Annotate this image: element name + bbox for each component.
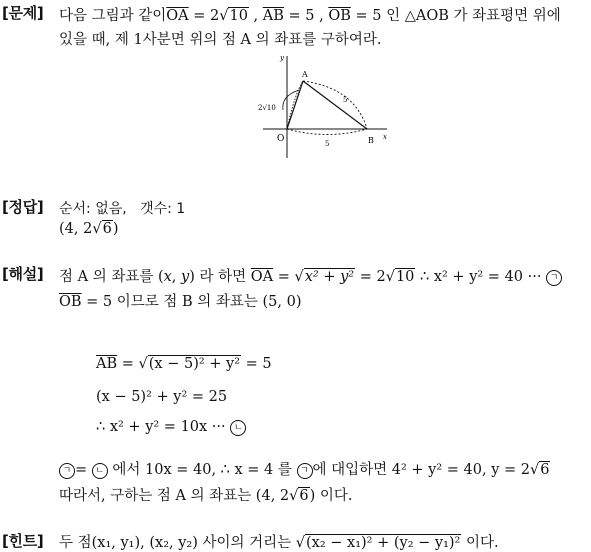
- var-y: y: [181, 269, 190, 285]
- radicand: 6: [102, 221, 112, 237]
- segment-oa: $\overline{OA}$: [166, 8, 189, 24]
- problem-text: ,: [248, 8, 263, 24]
- answer-value-text: ): [112, 221, 119, 237]
- conclusion-line-1: ㄱ = ㄴ 에서 10x = 40, ∴ x = 4 를 ㄱ 에 대입하면 4² + y² = 40, y = 2√6: [59, 458, 550, 479]
- solution-text: = 5 이므로 점 B 의 좌표는 (5, 0): [81, 294, 302, 310]
- answer-value: (4, 2√6): [59, 221, 119, 237]
- hint-tag: [힌트]: [2, 532, 44, 550]
- solution-text: ) 이다.: [309, 488, 353, 504]
- segment-ob: $\overline{OB}$: [59, 294, 82, 310]
- equation-1: $\overline{AB} = √(x - 5)^2 + y^2 = 5$: [96, 356, 272, 372]
- answer-count: 갯수: 1: [140, 201, 186, 217]
- equation-text: ∴ x² + y² = 10x ···: [96, 419, 231, 435]
- radicand: x² + y²: [304, 269, 355, 285]
- problem-line-1: 다음 그림과 같이$\overline{OA} = 2√10$ , $\overline{AB} = 5$ , $\overline{OB} = 5$ 인 △AOB 가 좌표평면 위에: [59, 8, 561, 24]
- y-axis-label: y: [280, 54, 284, 62]
- solution-text: = 2: [355, 269, 386, 285]
- segment-ab: $\overline{AB}$: [262, 8, 284, 24]
- circled-label-1: ㄱ: [297, 463, 313, 479]
- solution-text: ∴ x² + y² = 40 ···: [415, 269, 547, 285]
- equation-text: =: [117, 356, 139, 372]
- solution-text: 따라서, 구하는 점 A 의 좌표는 (4, 2: [59, 488, 290, 504]
- solution-text: =: [273, 269, 295, 285]
- solution-text: 에서 10x = 40, ∴ x = 4 를: [107, 462, 297, 478]
- circled-label-2: ㄴ: [230, 420, 246, 436]
- radicand: (x − 5)² + y²: [148, 356, 241, 372]
- side-oa: [287, 81, 303, 129]
- solution-line-1: 점 A 의 좌표를 (x, y) 라 하면 $\overline{OA} = √x^2 + y^2 = 2√10$ ∴ x² + y² = 40 ··· ㄱ: [59, 265, 562, 286]
- solution-text: 에 대입하면 4² + y² = 40, y = 2: [312, 462, 530, 478]
- segment-ab: $\overline{AB}$: [96, 356, 118, 372]
- equation-3: [96, 419, 246, 436]
- point-b-label: B: [368, 136, 374, 145]
- x-axis-label: x: [383, 133, 387, 141]
- problem-text: 다음 그림과 같이: [59, 8, 167, 24]
- segment-oa: $\overline{OA}$: [250, 269, 274, 285]
- side-ab: [303, 81, 367, 129]
- circled-label-1: ㄱ: [59, 463, 75, 479]
- label-ob: 5: [325, 140, 330, 148]
- circled-label-1: ㄱ: [546, 270, 562, 286]
- equation-text: =: [75, 462, 88, 478]
- origin-label: O: [277, 134, 285, 144]
- var-x: x: [163, 269, 172, 285]
- answer-value-text: (4, 2: [59, 221, 93, 237]
- triangle-diagram: [255, 48, 395, 160]
- conclusion-line-2: 따라서, 구하는 점 A 의 좌표는 (4, 2√6) 이다.: [59, 488, 353, 504]
- label-oa: 2√10: [258, 104, 276, 112]
- label-ab: 5: [343, 96, 348, 104]
- segment-ob: $\overline{OB}$: [328, 8, 351, 24]
- radicand: 6: [299, 488, 309, 504]
- radicand: 6: [540, 462, 550, 478]
- point-a-label: A: [302, 70, 308, 79]
- answer-meta: [59, 198, 185, 218]
- radicand: 10: [395, 269, 415, 285]
- hint-line: 두 점(x₁, y₁), (x₂, y₂) 사이의 거리는 √(x₂ − x₁)² + (y₂ − y₁)² 이다.: [59, 535, 499, 551]
- radicand: (x₂ − x₁)² + (y₂ − y₁)²: [306, 535, 461, 551]
- problem-line-2: 있을 때, 제 1사분면 위의 점 A 의 좌표를 구하여라.: [59, 32, 382, 48]
- problem-text: = 5 ,: [283, 8, 329, 24]
- problem-text: = 2: [188, 8, 220, 24]
- solution-text: 점 A 의 좌표를 (: [59, 269, 164, 285]
- problem-tag: [문제]: [2, 4, 44, 22]
- hint-text: 두 점(x₁, y₁), (x₂, y₂) 사이의 거리는: [59, 535, 296, 551]
- solution-text: ,: [171, 269, 182, 285]
- arc-ob: [287, 129, 367, 135]
- problem-text: = 5 인 △AOB 가 좌표평면 위에: [350, 8, 561, 24]
- solution-text: ) 라 하면: [189, 269, 251, 285]
- equation-2: (x − 5)² + y² = 25: [96, 389, 228, 405]
- equation-text: = 5: [241, 356, 272, 372]
- radicand: 10: [229, 8, 248, 24]
- circled-label-2: ㄴ: [92, 463, 108, 479]
- hint-text: 이다.: [461, 535, 499, 551]
- answer-tag: [정답]: [2, 198, 44, 216]
- answer-order: 순서: 없음,: [59, 201, 127, 217]
- solution-tag: [해설]: [2, 265, 44, 283]
- solution-line-2: [59, 290, 302, 311]
